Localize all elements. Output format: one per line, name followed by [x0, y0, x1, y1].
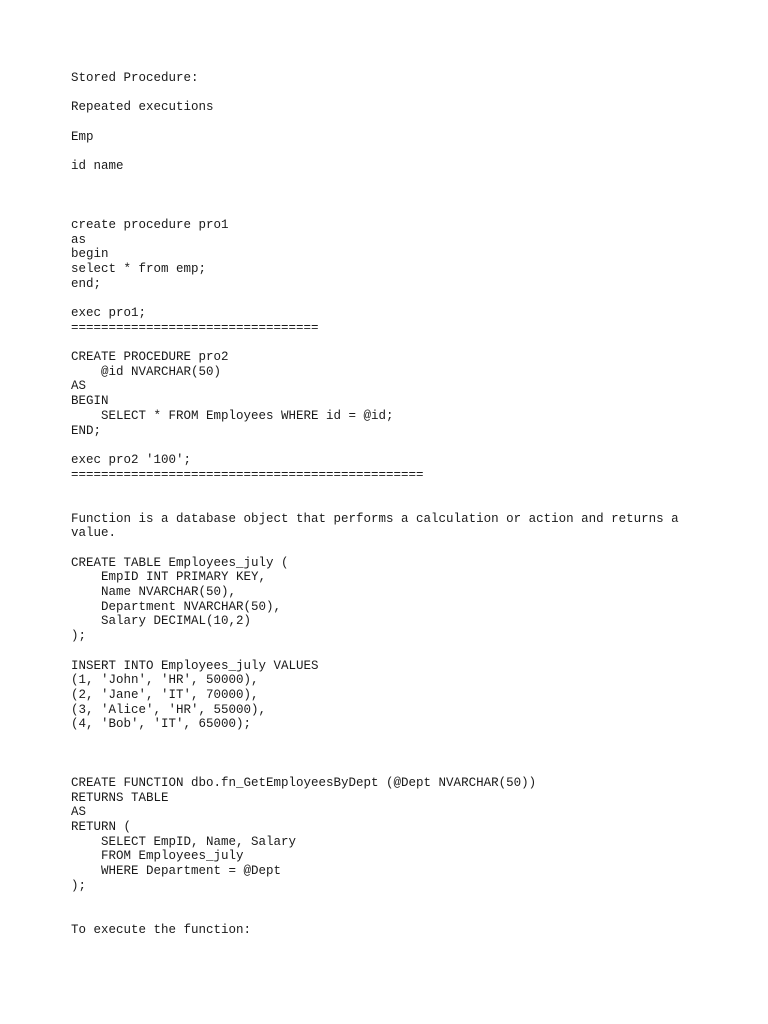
- separator-line: ===============================================: [71, 467, 424, 482]
- blank-line: [71, 189, 711, 204]
- text-line: Emp: [71, 129, 94, 144]
- blank-line: [71, 908, 711, 923]
- code-line: END;: [71, 423, 102, 438]
- blank-line: [71, 644, 711, 659]
- code-line: WHERE Department = @Dept: [71, 864, 282, 879]
- code-line: CREATE TABLE Employees_july (: [71, 555, 289, 570]
- text-line: value.: [71, 526, 117, 541]
- code-line: );: [71, 629, 87, 644]
- code-line: );: [71, 878, 87, 893]
- text-line: To execute the function:: [71, 922, 252, 937]
- code-line: exec pro1;: [71, 306, 147, 320]
- code-line: CREATE PROCEDURE pro2: [71, 350, 229, 365]
- blank-line: [71, 115, 711, 130]
- blank-line: [71, 541, 711, 556]
- blank-line: [71, 86, 711, 101]
- code-line: SELECT * FROM Employees WHERE id = @id;: [71, 408, 394, 423]
- blank-line: [71, 144, 711, 159]
- code-line: FROM Employees_july: [71, 849, 244, 864]
- code-line: Salary DECIMAL(10,2): [71, 614, 252, 629]
- code-line: RETURN (: [71, 820, 132, 835]
- code-line: EmpID INT PRIMARY KEY,: [71, 570, 267, 585]
- code-line: INSERT INTO Employees_july VALUES: [71, 658, 319, 673]
- code-line: RETURNS TABLE: [71, 790, 169, 805]
- blank-line: [71, 761, 711, 776]
- blank-line: [71, 174, 711, 189]
- code-line: BEGIN: [71, 394, 109, 409]
- document-page: [71, 71, 711, 938]
- code-line: Name NVARCHAR(50),: [71, 585, 237, 600]
- code-line: @id NVARCHAR(50): [71, 364, 222, 379]
- text-line: Function is a database object that performs a calculation or action and returns a: [71, 511, 679, 526]
- blank-line: [71, 747, 711, 762]
- code-line: AS: [71, 379, 87, 394]
- blank-line: [71, 335, 711, 350]
- blank-line: [71, 732, 711, 747]
- blank-line: [71, 482, 711, 497]
- code-line: CREATE FUNCTION dbo.fn_GetEmployeesByDept (@Dept NVARCHAR(50)): [71, 776, 537, 790]
- text-line: id name: [71, 159, 124, 174]
- code-line: Department NVARCHAR(50),: [71, 599, 282, 614]
- code-line: SELECT EmpID, Name, Salary: [71, 834, 297, 849]
- blank-line: [71, 291, 711, 306]
- separator-line: =================================: [71, 320, 319, 335]
- text-line: Stored Procedure:: [71, 71, 199, 85]
- code-line: create procedure pro1: [71, 217, 229, 232]
- blank-line: [71, 438, 711, 453]
- code-line: as: [71, 232, 87, 247]
- code-line: (2, 'Jane', 'IT', 70000),: [71, 687, 259, 702]
- code-line: exec pro2 '100';: [71, 452, 192, 467]
- blank-line: [71, 203, 711, 218]
- code-line: AS: [71, 805, 87, 820]
- text-line: Repeated executions: [71, 100, 214, 115]
- blank-line: [71, 497, 711, 512]
- code-line: begin: [71, 247, 109, 262]
- code-line: (4, 'Bob', 'IT', 65000);: [71, 717, 252, 732]
- code-line: select * from emp;: [71, 261, 207, 276]
- code-line: (1, 'John', 'HR', 50000),: [71, 673, 259, 688]
- code-line: end;: [71, 276, 102, 291]
- code-line: (3, 'Alice', 'HR', 55000),: [71, 702, 267, 717]
- blank-line: [71, 894, 711, 909]
